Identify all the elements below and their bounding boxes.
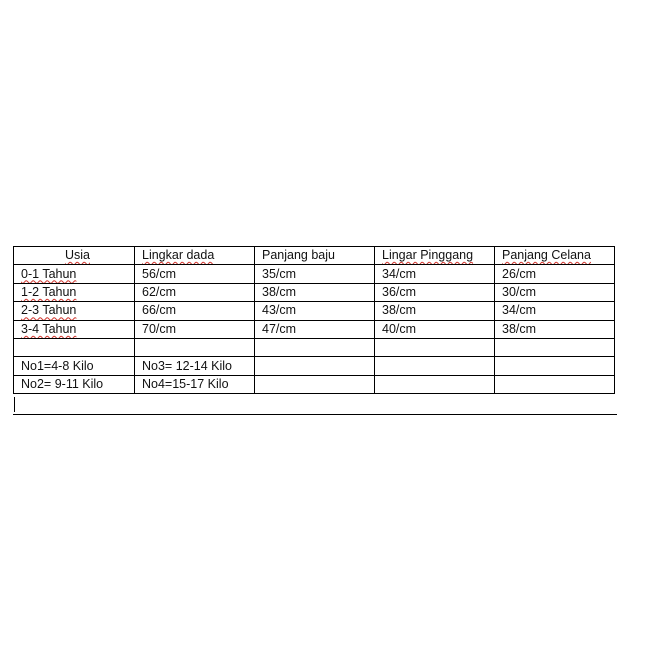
cell-usia[interactable]: 1-2 Tahun (14, 283, 135, 301)
cell-panjang-celana[interactable]: 30/cm (495, 283, 615, 301)
cell-lingar-pinggang[interactable]: 36/cm (375, 283, 495, 301)
page-rule (13, 414, 617, 415)
header-cell-panjang-celana[interactable]: Panjang Celana (495, 247, 615, 265)
table-row (14, 265, 615, 283)
cell-lingkar-dada[interactable]: 62/cm (135, 283, 255, 301)
cell-lingkar-dada[interactable]: 56/cm (135, 265, 255, 283)
notes-row (14, 357, 615, 375)
empty-cell[interactable] (495, 338, 615, 356)
table-row (14, 283, 615, 301)
size-table (13, 246, 615, 394)
cell-lingar-pinggang[interactable]: 40/cm (375, 320, 495, 338)
note-cell[interactable]: No4=15-17 Kilo (135, 375, 255, 393)
note-cell[interactable]: No1=4-8 Kilo (14, 357, 135, 375)
cell-usia[interactable]: 3-4 Tahun (14, 320, 135, 338)
empty-cell[interactable] (14, 338, 135, 356)
cell-panjang-celana[interactable]: 26/cm (495, 265, 615, 283)
note-cell[interactable]: No2= 9-11 Kilo (14, 375, 135, 393)
empty-cell[interactable] (375, 357, 495, 375)
header-cell-usia[interactable]: Usia (14, 247, 135, 265)
text-cursor (14, 397, 15, 412)
cell-panjang-celana[interactable]: 34/cm (495, 302, 615, 320)
cell-lingar-pinggang[interactable]: 38/cm (375, 302, 495, 320)
cell-lingar-pinggang[interactable]: 34/cm (375, 265, 495, 283)
cell-panjang-baju[interactable]: 47/cm (255, 320, 375, 338)
note-cell[interactable]: No3= 12-14 Kilo (135, 357, 255, 375)
cell-panjang-baju[interactable]: 35/cm (255, 265, 375, 283)
header-cell-lingkar-dada[interactable]: Lingkar dada (135, 247, 255, 265)
header-cell-panjang-baju[interactable]: Panjang baju (255, 247, 375, 265)
table-header-row (14, 247, 615, 265)
notes-row (14, 375, 615, 393)
empty-cell[interactable] (375, 375, 495, 393)
cell-panjang-baju[interactable]: 43/cm (255, 302, 375, 320)
cell-panjang-baju[interactable]: 38/cm (255, 283, 375, 301)
cell-usia[interactable]: 2-3 Tahun (14, 302, 135, 320)
empty-cell[interactable] (255, 338, 375, 356)
empty-cell[interactable] (255, 375, 375, 393)
cell-lingkar-dada[interactable]: 70/cm (135, 320, 255, 338)
header-cell-lingar-pinggang[interactable]: Lingar Pinggang (375, 247, 495, 265)
cell-lingkar-dada[interactable]: 66/cm (135, 302, 255, 320)
empty-row (14, 338, 615, 356)
empty-cell[interactable] (375, 338, 495, 356)
table-row (14, 320, 615, 338)
empty-cell[interactable] (255, 357, 375, 375)
empty-cell[interactable] (495, 357, 615, 375)
cell-usia[interactable]: 0-1 Tahun (14, 265, 135, 283)
table-row (14, 302, 615, 320)
cell-panjang-celana[interactable]: 38/cm (495, 320, 615, 338)
empty-cell[interactable] (135, 338, 255, 356)
empty-cell[interactable] (495, 375, 615, 393)
